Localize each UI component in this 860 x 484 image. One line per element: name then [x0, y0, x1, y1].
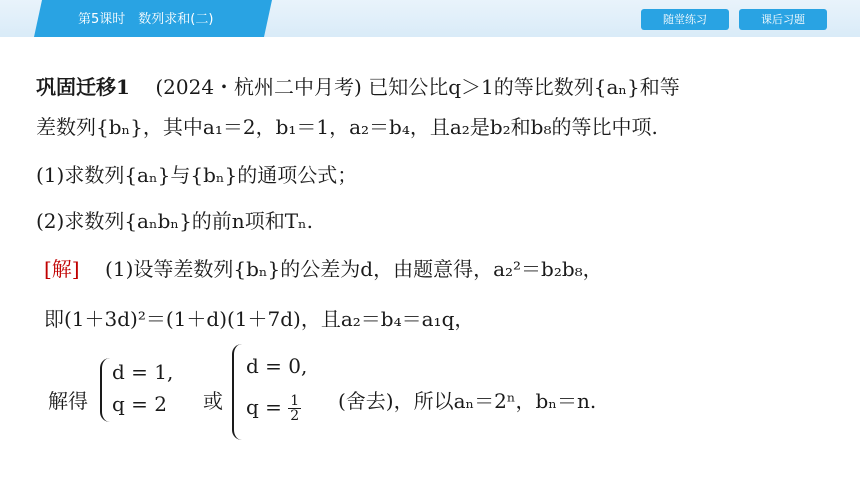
question-2: (2)求数列{aₙbₙ}的前n项和Tₙ.: [36, 209, 314, 233]
practice-button[interactable]: 随堂练习: [641, 9, 729, 30]
problem-line-2: 差数列{bₙ}，其中a₁＝2，b₁＝1，a₂＝b₄，且a₂是b₂和b₈的等比中项.: [36, 115, 658, 139]
fraction-numerator: 1: [290, 393, 300, 409]
problem-source: (2024・杭州二中月考): [155, 75, 362, 99]
sys2-eq1: d = 0,: [246, 354, 308, 378]
brace-2: [232, 344, 242, 440]
solve-label: 解得: [48, 389, 88, 413]
solution-conclusion: (舍去)，所以aₙ＝2ⁿ，bₙ＝n.: [338, 389, 597, 413]
fraction-half: [288, 394, 301, 423]
or-label: 或: [203, 389, 223, 413]
problem-label: 巩固迁移1: [36, 75, 130, 99]
fraction-denominator: 2: [290, 408, 300, 424]
brace-1: [100, 358, 110, 422]
sys1-eq1: d = 1,: [112, 360, 174, 384]
sys2-eq2: [246, 394, 301, 423]
problem-line-1: [36, 76, 680, 98]
problem-text-1: 已知公比q＞1的等比数列{aₙ}和等: [368, 75, 680, 99]
sys2-q-label: q =: [246, 395, 289, 419]
solution-tag: [解]: [44, 257, 80, 281]
sys1-eq2: q = 2: [112, 392, 167, 416]
lesson-title: 第5课时 数列求和(二): [78, 12, 214, 27]
homework-button[interactable]: 课后习题: [739, 9, 827, 30]
question-1: (1)求数列{aₙ}与{bₙ}的通项公式；: [36, 163, 358, 187]
solution-line-1: [44, 258, 603, 280]
solution-line-2: 即(1＋3d)²＝(1＋d)(1＋7d)，且a₂＝b₄＝a₁q，: [44, 307, 475, 331]
solution-text-1: (1)设等差数列{bₙ}的公差为d，由题意得，a₂²＝b₂b₈，: [105, 257, 603, 281]
